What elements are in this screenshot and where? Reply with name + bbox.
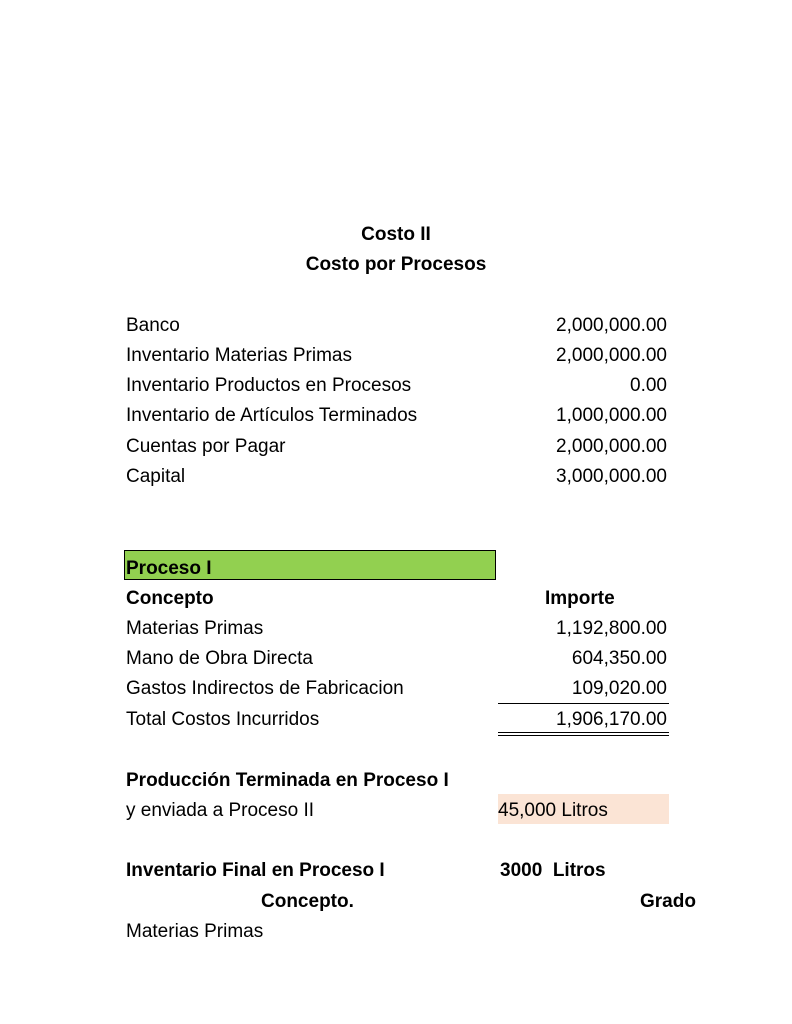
total-double-underline-top [498,732,669,733]
inventario-final-quantity: 3000 Litros [500,860,606,881]
balance-amount: 2,000,000.00 [556,315,667,336]
cost-row-amount: 1,192,800.00 [556,618,667,639]
balance-label: Banco [126,315,180,336]
balance-label: Inventario de Artículos Terminados [126,405,418,426]
produccion-line2: y enviada a Proceso II [126,800,314,821]
total-double-underline-bottom [498,735,669,736]
column-header-concepto: Concepto. [261,891,354,912]
document-title: Costo II [361,224,431,245]
column-header-concepto: Concepto [126,588,214,609]
total-amount: 1,906,170.00 [556,709,667,730]
cost-row-label: Gastos Indirectos de Fabricacion [126,678,404,699]
balance-amount: 1,000,000.00 [556,405,667,426]
cost-row-label: Mano de Obra Directa [126,648,313,669]
balance-label: Inventario Materias Primas [126,345,352,366]
cost-row-label: Materias Primas [126,618,264,639]
cost-row-amount: 604,350.00 [571,648,667,669]
column-header-importe: Importe [545,588,615,609]
inventory-row-label: Materias Primas [126,921,264,942]
balance-label: Cuentas por Pagar [126,436,286,457]
balance-amount: 2,000,000.00 [556,345,667,366]
subtotal-underline [498,703,669,704]
produccion-title: Producción Terminada en Proceso I [126,770,449,791]
balance-amount: 3,000,000.00 [556,466,667,487]
proceso-title: Proceso I [126,558,212,579]
document-subtitle: Costo por Procesos [305,254,487,275]
balance-amount: 0.00 [630,375,667,396]
balance-label: Inventario Productos en Procesos [126,375,412,396]
produccion-quantity: 45,000 Litros [498,800,608,821]
total-label: Total Costos Incurridos [126,709,320,730]
inventario-final-title: Inventario Final en Proceso I [126,860,385,881]
cost-row-amount: 109,020.00 [571,678,667,699]
column-header-grado: Grado [640,891,696,912]
balance-amount: 2,000,000.00 [556,436,667,457]
balance-label: Capital [126,466,186,487]
